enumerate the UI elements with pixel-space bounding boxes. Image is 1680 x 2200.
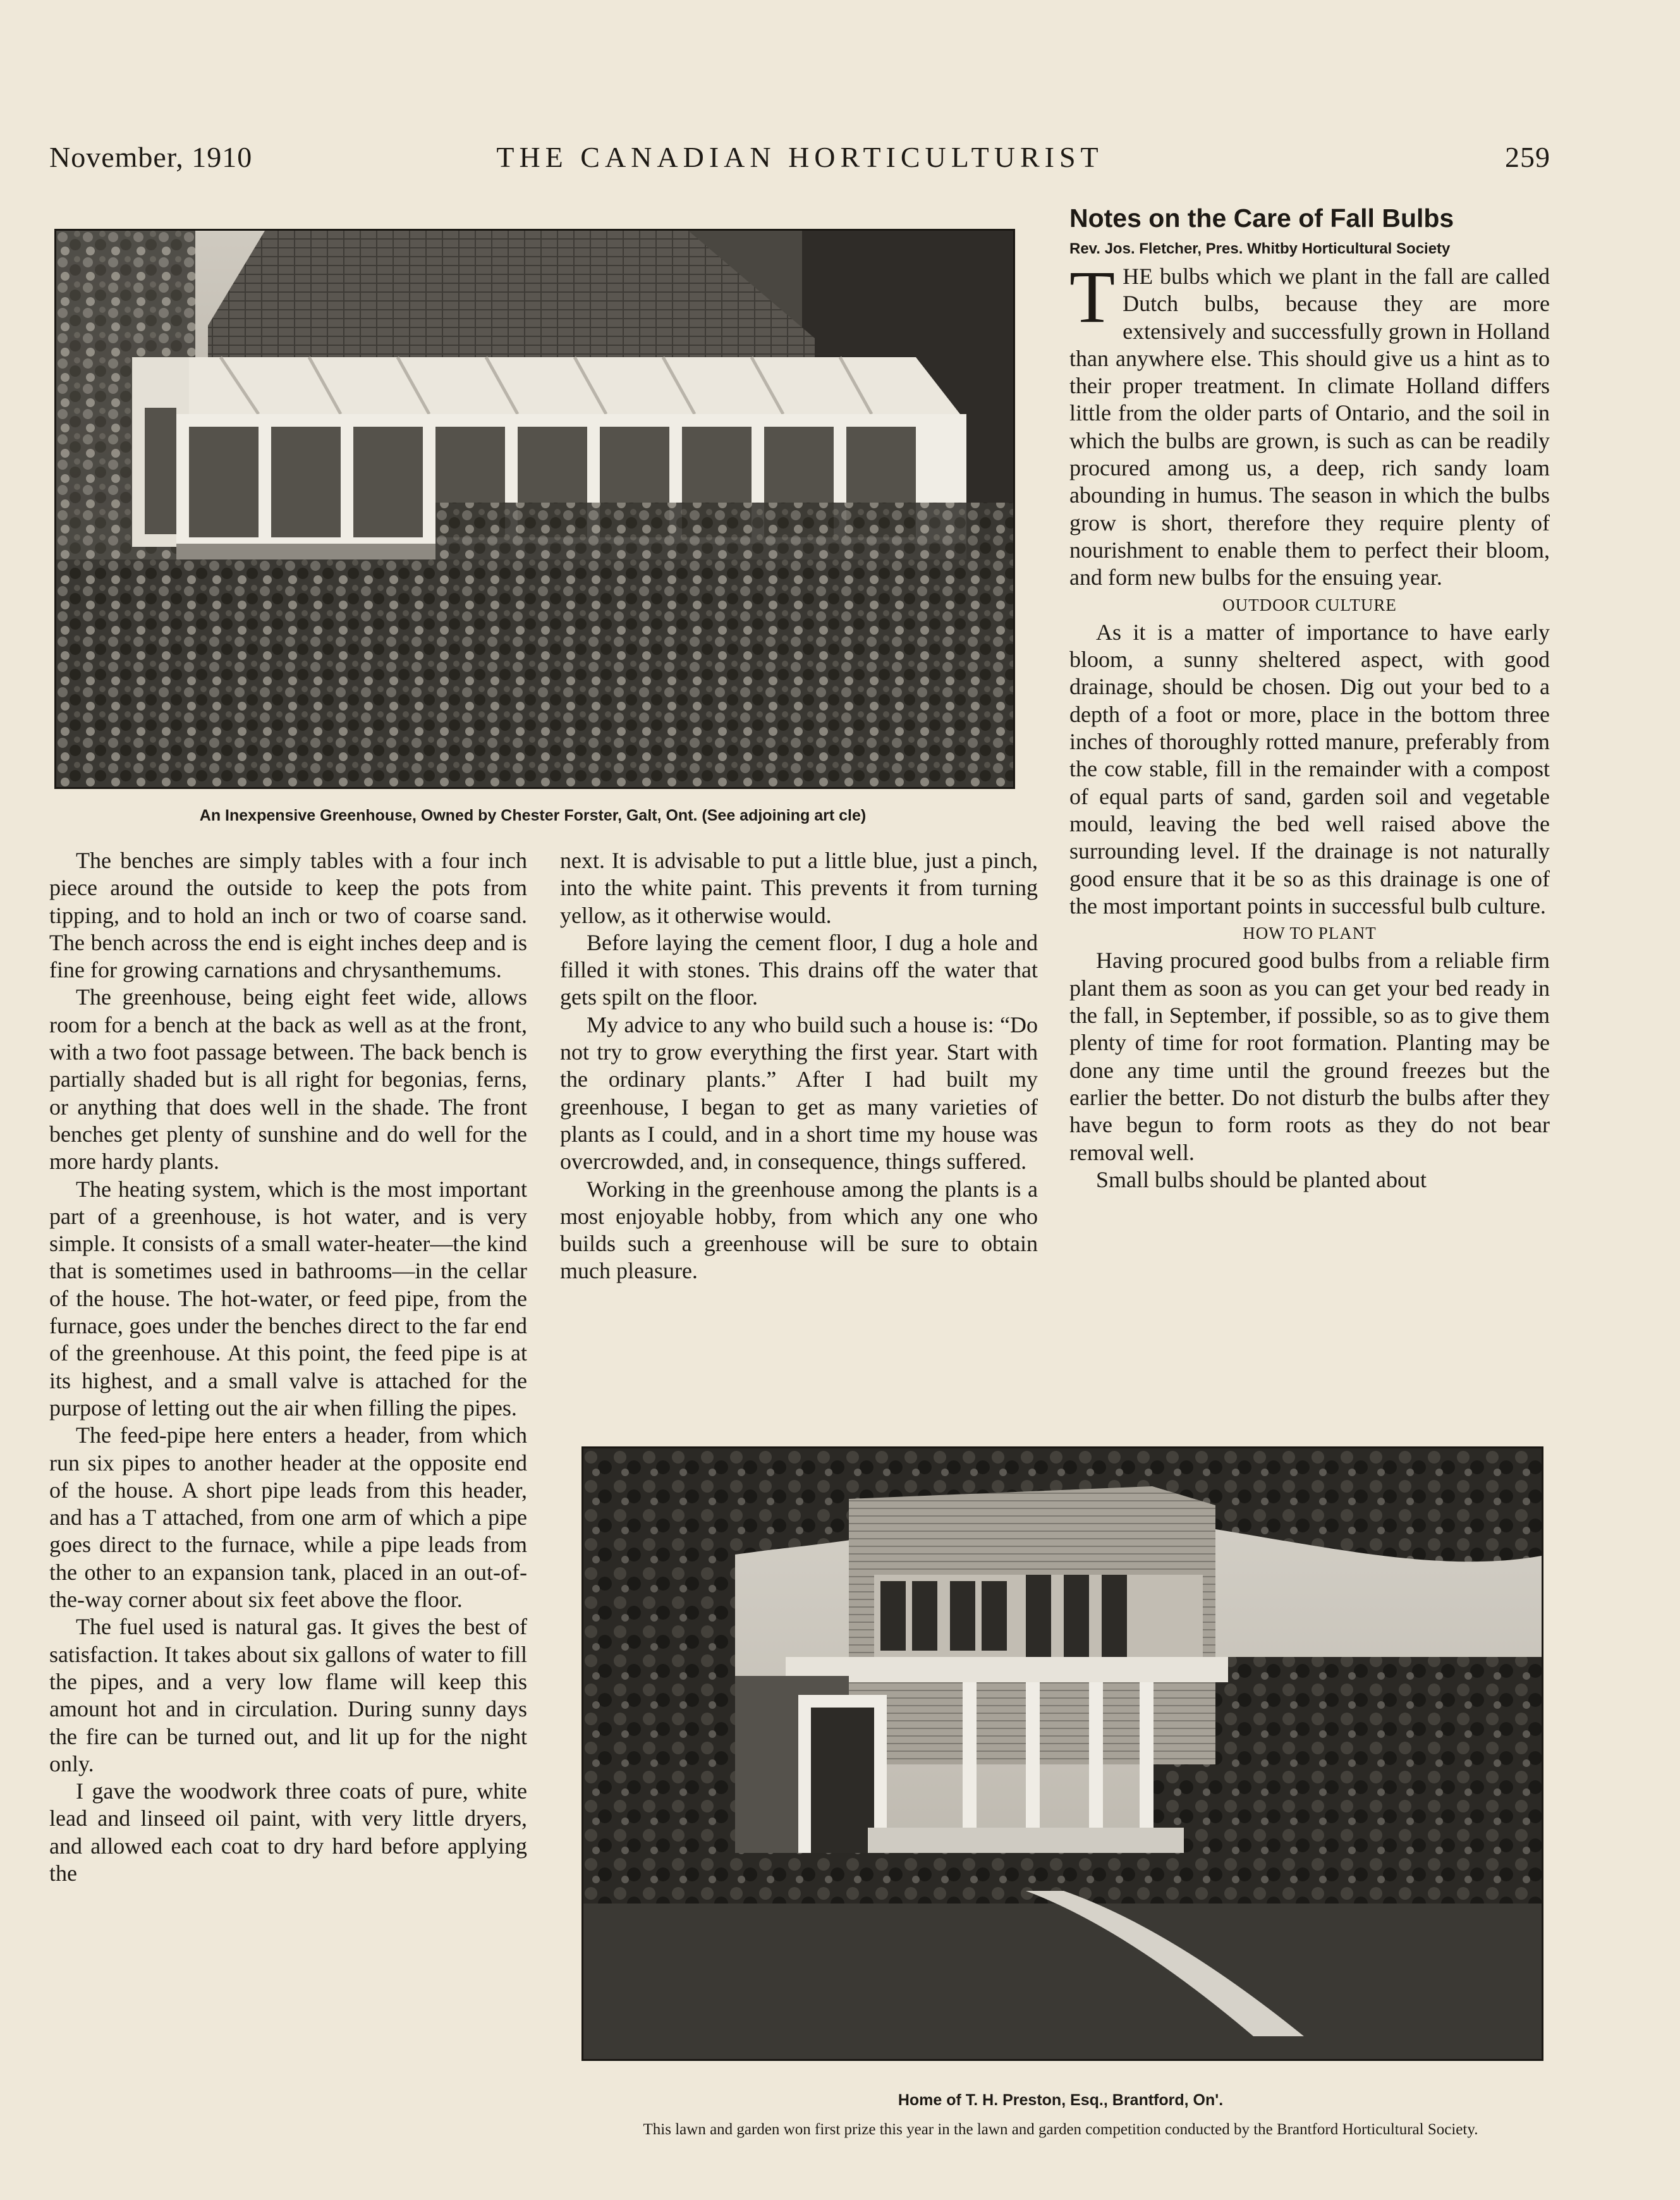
paragraph: The feed-pipe here enters a header, from which run six pipes to another header at the opposite end of the house. A short pipe leads from this header, and has a T attached, from one arm of which a pipe goes direct to the furnace, while a pipe leads from the other to an expansion tank, placed in an out-of-the-way corner about six feet above the floor. <box>49 1422 527 1613</box>
paragraph: The benches are simply tables with a four inch piece around the outside to keep the pots from tipping, and to hold an inch or two of coarse sand. The bench across the end is eight inches deep and is fine for growing carnations and chrysanthemums. <box>49 848 527 983</box>
house-caption-text: This lawn and garden won first prize this year in the lawn and garden competition conducted by the Brantford Horticultural Society. <box>643 2121 1478 2138</box>
article-title: Notes on the Care of Fall Bulbs <box>1069 204 1454 233</box>
article-byline: Rev. Jos. Fletcher, Pres. Whitby Horticultural Society <box>1069 240 1451 257</box>
paragraph: I gave the woodwork three coats of pure, white lead and linseed oil paint, with very little dryers, and allowed each coat to dry hard before applying the <box>49 1778 527 1886</box>
paragraph: Small bulbs should be planted about <box>1096 1166 1427 1192</box>
running-header <box>49 140 1550 185</box>
section-heading: OUTDOOR CULTURE <box>1222 595 1397 614</box>
paragraph: next. It is advisable to put a little blue, just a pinch, into the white paint. This prevents it from turning yellow, as it otherwise would. <box>560 848 1038 928</box>
journal-title: THE CANADIAN HORTICULTURIST <box>496 141 1104 173</box>
greenhouse-article-column-1 <box>49 847 527 1887</box>
section-heading: HOW TO PLANT <box>1243 924 1377 943</box>
paragraph: Before laying the cement floor, I dug a hole and filled it with stones. This drains off the water that gets spilt on the floor. <box>560 929 1038 1010</box>
issue-date: November, 1910 <box>49 141 253 173</box>
paragraph: The heating system, which is the most important part of a greenhouse, is hot water, and is very simple. It consists of a small water-heater—the kind that is sometimes used in bathrooms—in the cellar of the house. The hot-water, or feed pipe, from the furnace, goes under the benches direct to the far end of the greenhouse. At this point, the feed pipe is at its highest, and a small valve is attached for the purpose of letting out the air when filling the pipes. <box>49 1176 527 1421</box>
drop-cap: T <box>1069 255 1116 338</box>
greenhouse-caption: An Inexpensive Greenhouse, Owned by Chester Forster, Galt, Ont. (See adjoining art cle) <box>199 807 867 824</box>
paragraph: The fuel used is natural gas. It gives the best of satisfaction. It takes about six gallons of water to fill the pipes, and a very low flame will keep this amount hot and in circulation. During sunny days the fire can be turned out, and lit up for the night only. <box>49 1614 527 1776</box>
bulbs-article-column <box>1069 255 1550 1194</box>
paragraph: My advice to any who build such a house is: “Do not try to grow everything the first year. Start with the ordinary plants.” After I had built my greenhouse, I began to get as many varieties of plants as I could, and in a short time my house was overcrowded, and, in consequence, things suffered. <box>560 1011 1038 1175</box>
greenhouse-photo <box>54 229 1015 789</box>
paragraph: Having procured good bulbs from a reliable firm plant them as soon as you can get your bed ready in the fall, in September, if possible, so as to give them plenty of time for root formation. Planting may be done any time until the ground freezes but the earlier the better. Do not disturb the bulbs after they have begun to form roots as they do not bear removal well. <box>1069 948 1550 1165</box>
paragraph: The greenhouse, being eight feet wide, allows room for a bench at the back as well as at the front, with a two foot passage between. The back bench is partially shaded but is all right for begonias, ferns, or anything that does well in the shade. The front benches get plenty of sunshine and do well for the more hardy plants. <box>49 984 527 1175</box>
house-caption-title: Home of T. H. Preston, Esq., Brantford, On'. <box>898 2091 1224 2109</box>
paragraph: THE bulbs which we plant in the fall are called Dutch bulbs, because they are more extensively and successfully grown in Holland than anywhere else. This should give us a hint as to their proper treatment. In climate Holland differs little from the older parts of Ontario, and the soil in which the bulbs are grown, is such as can be readily procured among us, a deep, rich sandy loam abounding in humus. The season in which the bulbs grow is short, therefore they require plenty of nourishment to enable them to perfect their bloom, and form new bulbs for the ensuing year. <box>1069 255 1550 590</box>
greenhouse-article-column-2 <box>560 847 1038 1285</box>
page-number: 259 <box>1505 141 1550 173</box>
paragraph: As it is a matter of importance to have early bloom, a sunny sheltered aspect, with good drainage, should be chosen. Dig out your bed to a depth of a foot or more, place in the bottom three inches of thoroughly rotted manure, preferably from the cow stable, fill in the remainder with a compost of equal parts of sand, garden soil and vegetable mould, leaving the bed well raised above the surrounding level. If the drainage is not naturally good ensure that it be so as this drainage is one of the most important points in successful bulb culture. <box>1069 619 1550 919</box>
house-photo <box>581 1446 1543 2061</box>
paragraph: Working in the greenhouse among the plants is a most enjoyable hobby, from which any one who builds such a greenhouse will be sure to obtain much pleasure. <box>560 1176 1038 1284</box>
